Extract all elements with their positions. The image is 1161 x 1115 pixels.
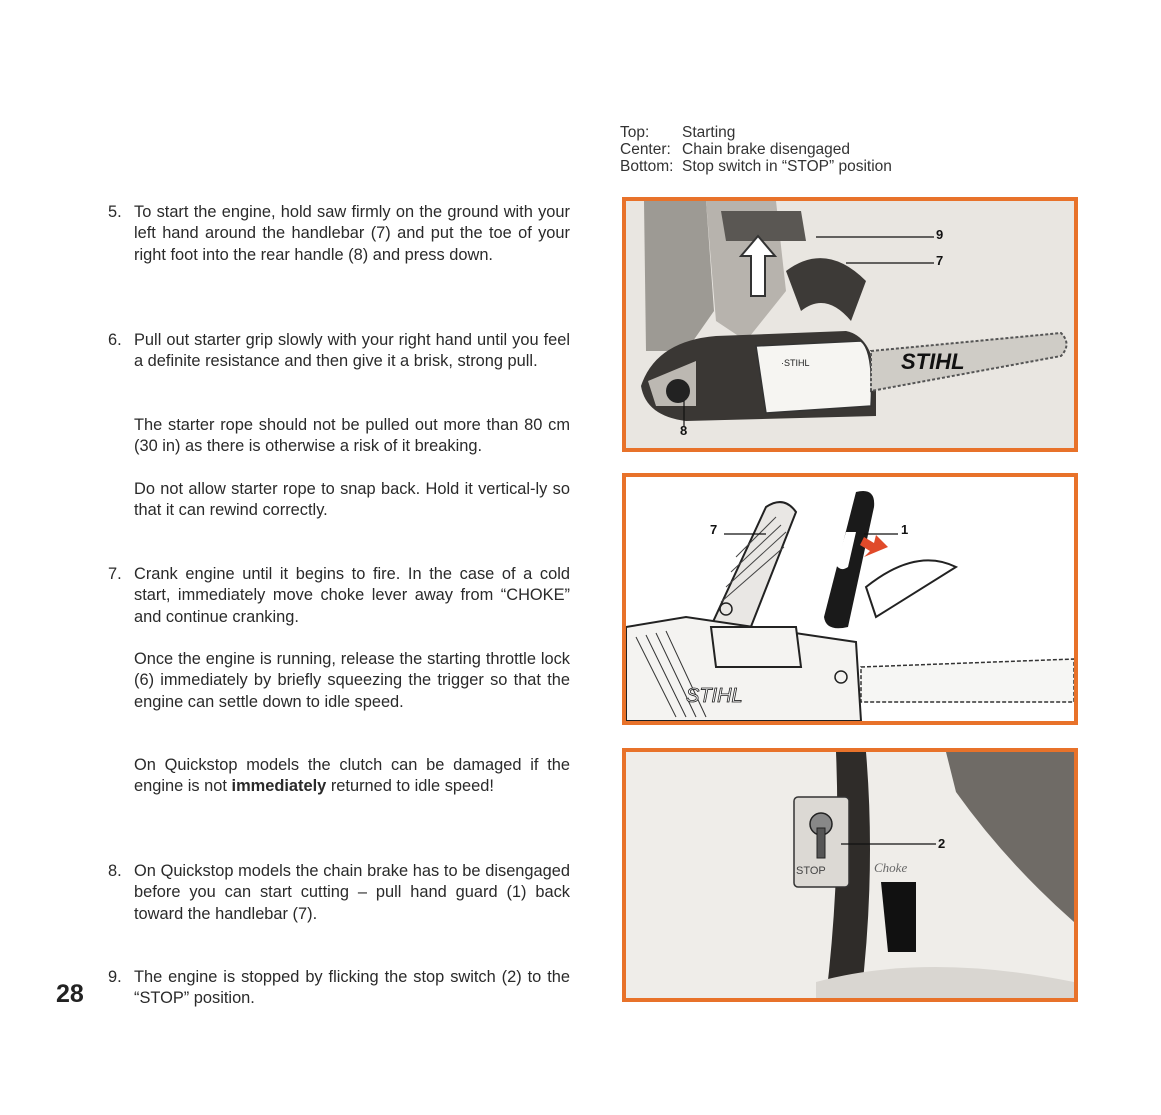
step-text: Do not allow starter rope to snap back. Hold it vertical-ly so that it can rewind correctly. xyxy=(134,480,570,520)
warning-text xyxy=(134,755,570,798)
caption-key: Top: xyxy=(620,124,650,141)
caption-value: Starting xyxy=(682,124,736,141)
stop-switch-illustration xyxy=(626,752,1074,998)
step-text: To start the engine, hold saw firmly on the ground with your left hand around the handlebar (7) and put the toe of your right foot into the rear handle (8) and press down. xyxy=(134,203,570,264)
warning-after: returned to idle speed! xyxy=(326,777,494,796)
switch-label: STOP xyxy=(796,865,826,877)
step-9 xyxy=(108,967,570,1010)
caption-value: Chain brake disengaged xyxy=(682,141,851,158)
step-6-note-rope-length xyxy=(108,415,570,458)
step-8 xyxy=(108,861,570,925)
callout-7: 7 xyxy=(710,522,718,537)
brand-logo: STIHL xyxy=(686,685,743,707)
step-7-note-throttle xyxy=(108,649,570,713)
step-number: 5. xyxy=(108,203,122,221)
step-text: Crank engine until it begins to fire. In the case of a cold start, immediately move choke lever away from “CHOKE” and continue cranking. xyxy=(134,565,570,626)
step-number: 6. xyxy=(108,331,122,349)
step-number: 8. xyxy=(108,862,122,880)
step-text: Pull out starter grip slowly with your right hand until you feel a definite resistance and then give it a brisk, strong pull. xyxy=(134,331,570,371)
callout-9: 9 xyxy=(936,227,944,242)
chain-brake-illustration xyxy=(626,477,1074,721)
figure-bottom-stop-switch xyxy=(622,748,1078,1002)
callout-1: 1 xyxy=(901,522,909,537)
step-text: The starter rope should not be pulled out more than 80 cm (30 in) as there is otherwise a risk of it breaking. xyxy=(134,416,570,456)
step-7 xyxy=(108,564,570,628)
quickstop-warning xyxy=(108,755,570,798)
warning-before: On Quickstop models the clutch can be damaged if the engine is not xyxy=(134,756,570,796)
caption-key: Bottom: xyxy=(620,158,674,175)
step-number: 9. xyxy=(108,968,122,986)
callout-8: 8 xyxy=(680,423,688,438)
step-text: The engine is stopped by flicking the stop switch (2) to the “STOP” position. xyxy=(134,968,570,1008)
caption-value: Stop switch in “STOP” position xyxy=(682,158,892,175)
step-text: On Quickstop models the chain brake has to be disengaged before you can start cutting – pull hand guard (1) back toward the handlebar (7). xyxy=(134,862,570,923)
step-6-note-rope-rewind xyxy=(108,479,570,522)
page-number: 28 xyxy=(56,980,84,1008)
step-6 xyxy=(108,330,570,373)
step-text: Once the engine is running, release the starting throttle lock (6) immediately by briefly squeezing the trigger so that the engine can settle down to idle speed. xyxy=(134,650,570,711)
caption-key: Center: xyxy=(620,141,671,158)
figure-captions xyxy=(620,124,892,175)
caption-center xyxy=(620,141,892,158)
step-5 xyxy=(108,202,570,266)
chainsaw-starting-illustration xyxy=(626,201,1074,448)
callout-2: 2 xyxy=(938,836,946,851)
figure-center-chain-brake xyxy=(622,473,1078,725)
figure-top-starting xyxy=(622,197,1078,452)
step-number: 7. xyxy=(108,565,122,583)
svg-text:·STIHL: ·STIHL xyxy=(781,358,810,368)
choke-label: Choke xyxy=(874,860,908,875)
brand-logo: STIHL xyxy=(901,349,965,374)
warning-emphasis: immediately xyxy=(231,777,327,796)
caption-top xyxy=(620,124,892,141)
callout-7: 7 xyxy=(936,253,944,268)
caption-bottom xyxy=(620,158,892,175)
